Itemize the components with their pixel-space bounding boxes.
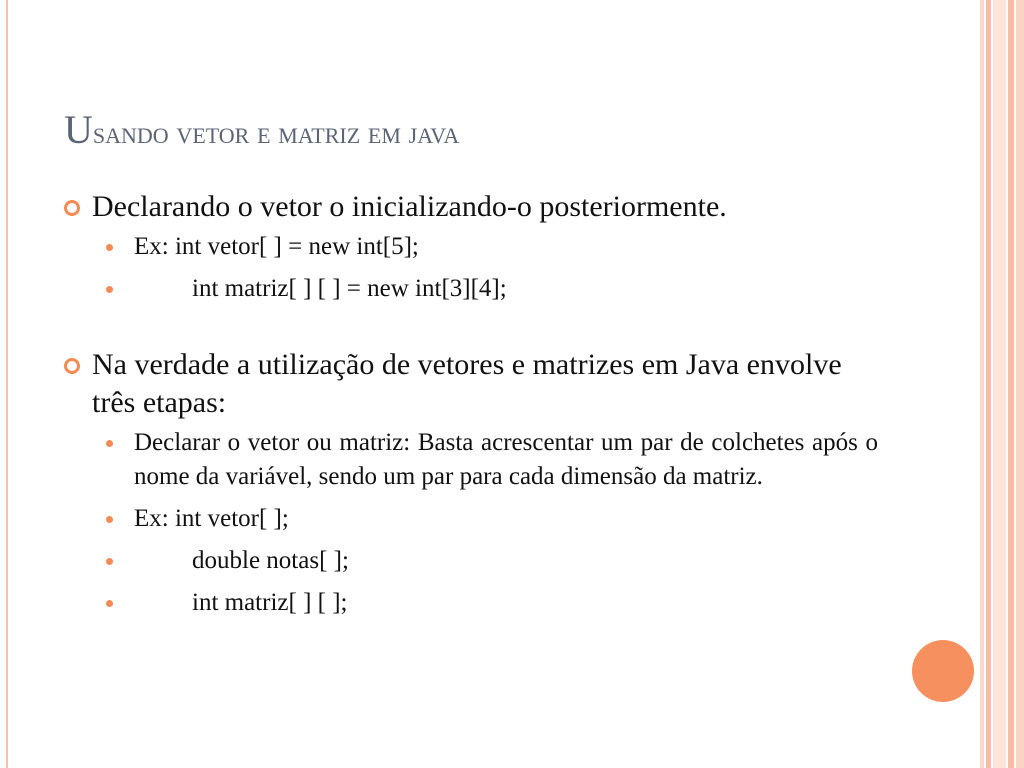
dot-bullet-icon [106,558,113,565]
bullet-level2 [64,426,884,494]
bullet-text: Declarando o vetor o inicializando-o posteriormente. [92,190,727,223]
bullet-level2 [64,272,884,306]
decor-stripe [1016,0,1024,768]
bullet-level2 [64,502,884,536]
bullet-level1 [64,346,884,422]
bullet-text: Declarar o vetor ou matriz: Basta acrescentar um par de colchetes após o nome da variável, sendo um par para cada dimensão da matriz. [134,429,878,490]
decor-stripe [986,0,991,768]
bullet-text: int matriz[ ] [ ]; [192,589,348,616]
bullet-text: Ex: int vetor[ ]; [134,505,289,532]
dot-bullet-icon [106,600,113,607]
left-frame-line [6,0,8,768]
ring-bullet-icon [64,200,80,216]
dot-bullet-icon [106,286,113,293]
bullet-level2 [64,544,884,578]
bullet-text: double notas[ ]; [192,547,349,574]
slide-content [64,188,884,620]
dot-bullet-icon [106,244,113,251]
bullet-level1 [64,188,884,226]
dot-bullet-icon [106,516,113,523]
decor-circle [912,640,974,702]
bullet-level2 [64,230,884,264]
decor-stripe [1008,0,1014,768]
ring-bullet-icon [64,358,80,374]
slide-title [64,104,459,159]
bullet-text: int matriz[ ] [ ] = new int[3][4]; [192,275,507,302]
dot-bullet-icon [106,440,113,447]
slide-title-initial: U [64,107,93,152]
bullet-text: Ex: int vetor[ ] = new int[5]; [134,233,419,260]
bullet-level2 [64,586,884,620]
decor-stripe [993,0,1006,768]
slide-title-rest: sando vetor e matriz em java [92,115,460,150]
decor-stripe [980,0,984,768]
bullet-text: Na verdade a utilização de vetores e matrizes em Java envolve três etapas: [92,348,842,419]
